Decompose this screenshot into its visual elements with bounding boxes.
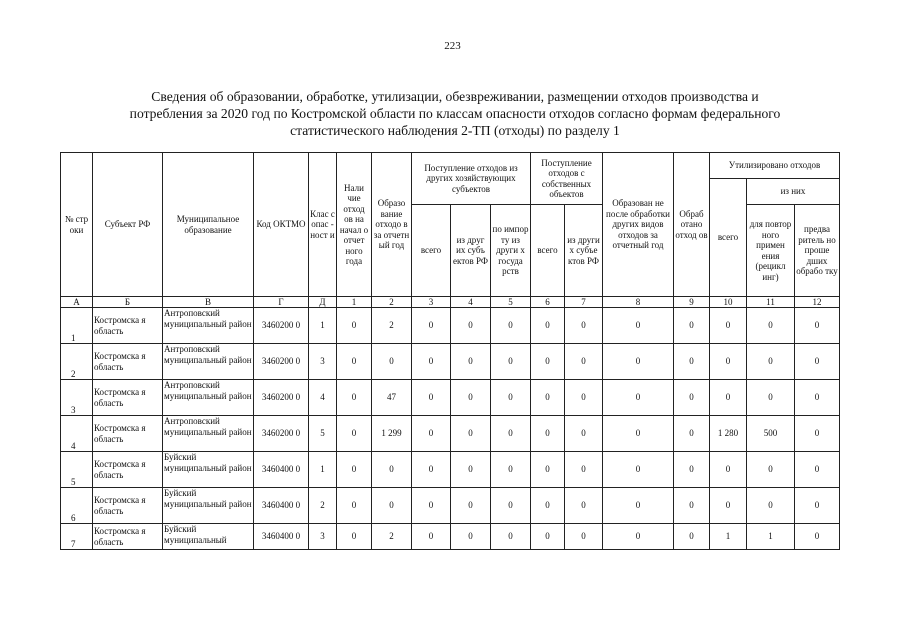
column-code: 8 [603, 297, 674, 308]
column-code: 7 [565, 297, 603, 308]
header-received-own-rf: из други х субъе ктов РФ [565, 205, 603, 297]
start-balance-cell: 0 [337, 488, 372, 524]
generated-after-processing-cell: 0 [603, 524, 674, 550]
subject-cell: Костромска я область [93, 380, 163, 416]
column-code: Д [309, 297, 337, 308]
municipality-cell: Буйский муниципальный район [163, 452, 254, 488]
header-received-other-total: всего [412, 205, 451, 297]
header-utilized: Утилизировано отходов [710, 153, 840, 179]
header-municipality: Муниципальное образование [163, 153, 254, 297]
received-own-rf-cell: 0 [565, 524, 603, 550]
column-code: А [61, 297, 93, 308]
received-other-import-cell: 0 [491, 416, 531, 452]
received-own-rf-cell: 0 [565, 308, 603, 344]
header-generated-after-processing: Образован не после обработки других видов отходов за отчетный год [603, 153, 674, 297]
header-subject: Субъект РФ [93, 153, 163, 297]
column-code: 6 [531, 297, 565, 308]
column-code: 3 [412, 297, 451, 308]
header-utilized-of-them: из них [747, 179, 840, 205]
received-other-rf-cell: 0 [451, 452, 491, 488]
header-hazard-class: Клас с опас - ност и [309, 153, 337, 297]
generated-cell: 0 [372, 488, 412, 524]
oktmo-cell: 3460400 0 [254, 488, 309, 524]
processed-cell: 0 [674, 488, 710, 524]
utilized-preprocess-cell: 0 [795, 308, 840, 344]
processed-cell: 0 [674, 524, 710, 550]
received-other-import-cell: 0 [491, 308, 531, 344]
generated-cell: 2 [372, 524, 412, 550]
subject-cell: Костромска я область [93, 524, 163, 550]
header-utilized-preprocess: предва ритель но проше дших обрабо тку [795, 205, 840, 297]
header-generated: Образо вание отходо в за отчетн ый год [372, 153, 412, 297]
generated-after-processing-cell: 0 [603, 308, 674, 344]
oktmo-cell: 3460200 0 [254, 380, 309, 416]
hazard-class-cell: 3 [309, 344, 337, 380]
utilized-reuse-cell: 0 [747, 488, 795, 524]
received-own-total-cell: 0 [531, 488, 565, 524]
subject-cell: Костромска я область [93, 344, 163, 380]
received-other-rf-cell: 0 [451, 524, 491, 550]
municipality-cell: Антроповский муниципальный район [163, 308, 254, 344]
title-line: Сведения об образовании, обработке, утилизации, обезвреживании, размещении отходов производства и [151, 89, 759, 104]
received-other-import-cell: 0 [491, 344, 531, 380]
column-code: 9 [674, 297, 710, 308]
oktmo-cell: 3460200 0 [254, 308, 309, 344]
header-received-own-total: всего [531, 205, 565, 297]
processed-cell: 0 [674, 308, 710, 344]
subject-cell: Костромска я область [93, 488, 163, 524]
received-other-total-cell: 0 [412, 488, 451, 524]
hazard-class-cell: 5 [309, 416, 337, 452]
subject-cell: Костромска я область [93, 308, 163, 344]
header-received-own: Поступление отходов с собственных объектов [531, 153, 603, 205]
processed-cell: 0 [674, 344, 710, 380]
received-own-total-cell: 0 [531, 344, 565, 380]
processed-cell: 0 [674, 380, 710, 416]
received-own-rf-cell: 0 [565, 488, 603, 524]
generated-after-processing-cell: 0 [603, 380, 674, 416]
waste-statistics-table [60, 152, 840, 550]
row-number-cell: 3 [61, 380, 93, 416]
hazard-class-cell: 1 [309, 452, 337, 488]
title-line: статистического наблюдения 2-ТП (отходы) по разделу 1 [290, 123, 620, 138]
row-number-cell: 6 [61, 488, 93, 524]
header-utilized-total: всего [710, 179, 747, 297]
received-other-import-cell: 0 [491, 488, 531, 524]
table-row [61, 380, 840, 416]
received-own-total-cell: 0 [531, 524, 565, 550]
received-other-total-cell: 0 [412, 524, 451, 550]
start-balance-cell: 0 [337, 344, 372, 380]
header-processed: Обраб отано отход ов [674, 153, 710, 297]
generated-cell: 0 [372, 344, 412, 380]
row-number-cell: 1 [61, 308, 93, 344]
processed-cell: 0 [674, 416, 710, 452]
utilized-preprocess-cell: 0 [795, 380, 840, 416]
generated-after-processing-cell: 0 [603, 344, 674, 380]
column-code: 10 [710, 297, 747, 308]
received-own-total-cell: 0 [531, 452, 565, 488]
received-own-rf-cell: 0 [565, 416, 603, 452]
utilized-total-cell: 0 [710, 380, 747, 416]
utilized-reuse-cell: 0 [747, 452, 795, 488]
received-other-import-cell: 0 [491, 380, 531, 416]
received-other-total-cell: 0 [412, 416, 451, 452]
column-code: Б [93, 297, 163, 308]
subject-cell: Костромска я область [93, 452, 163, 488]
generated-cell: 0 [372, 452, 412, 488]
utilized-reuse-cell: 0 [747, 380, 795, 416]
utilized-reuse-cell: 1 [747, 524, 795, 550]
generated-cell: 1 299 [372, 416, 412, 452]
received-own-total-cell: 0 [531, 416, 565, 452]
table-row [61, 488, 840, 524]
hazard-class-cell: 4 [309, 380, 337, 416]
table-row [61, 524, 840, 550]
municipality-cell: Антроповский муниципальный район [163, 380, 254, 416]
utilized-total-cell: 0 [710, 308, 747, 344]
utilized-total-cell: 0 [710, 488, 747, 524]
hazard-class-cell: 1 [309, 308, 337, 344]
column-code: 1 [337, 297, 372, 308]
column-code: 4 [451, 297, 491, 308]
utilized-total-cell: 0 [710, 344, 747, 380]
table-row [61, 308, 840, 344]
generated-after-processing-cell: 0 [603, 416, 674, 452]
page-title [105, 88, 805, 139]
start-balance-cell: 0 [337, 380, 372, 416]
received-other-total-cell: 0 [412, 380, 451, 416]
generated-cell: 47 [372, 380, 412, 416]
municipality-cell: Буйский муниципальный район [163, 488, 254, 524]
utilized-preprocess-cell: 0 [795, 416, 840, 452]
received-other-import-cell: 0 [491, 524, 531, 550]
header-start-balance: Нали чие отход ов на начал о отчет ного года [337, 153, 372, 297]
subject-cell: Костромска я область [93, 416, 163, 452]
generated-cell: 2 [372, 308, 412, 344]
oktmo-cell: 3460200 0 [254, 416, 309, 452]
oktmo-cell: 3460400 0 [254, 524, 309, 550]
generated-after-processing-cell: 0 [603, 488, 674, 524]
municipality-cell: Антроповский муниципальный район [163, 344, 254, 380]
oktmo-cell: 3460400 0 [254, 452, 309, 488]
municipality-cell: Буйский муниципальный [163, 524, 254, 550]
column-code: 2 [372, 297, 412, 308]
utilized-total-cell: 1 280 [710, 416, 747, 452]
header-row-number: № стр оки [61, 153, 93, 297]
header-received-other-rf: из друг их субъ ектов РФ [451, 205, 491, 297]
row-number-cell: 4 [61, 416, 93, 452]
received-other-rf-cell: 0 [451, 380, 491, 416]
received-other-rf-cell: 0 [451, 488, 491, 524]
hazard-class-cell: 2 [309, 488, 337, 524]
row-number-cell: 2 [61, 344, 93, 380]
column-code: В [163, 297, 254, 308]
received-other-total-cell: 0 [412, 308, 451, 344]
utilized-total-cell: 0 [710, 452, 747, 488]
municipality-cell: Антроповский муниципальный район [163, 416, 254, 452]
column-code: 12 [795, 297, 840, 308]
received-own-total-cell: 0 [531, 308, 565, 344]
received-other-rf-cell: 0 [451, 308, 491, 344]
utilized-reuse-cell: 0 [747, 308, 795, 344]
start-balance-cell: 0 [337, 416, 372, 452]
received-other-rf-cell: 0 [451, 344, 491, 380]
row-number-cell: 7 [61, 524, 93, 550]
row-number-cell: 5 [61, 452, 93, 488]
start-balance-cell: 0 [337, 452, 372, 488]
start-balance-cell: 0 [337, 308, 372, 344]
hazard-class-cell: 3 [309, 524, 337, 550]
column-code: Г [254, 297, 309, 308]
received-own-rf-cell: 0 [565, 452, 603, 488]
utilized-preprocess-cell: 0 [795, 488, 840, 524]
received-own-total-cell: 0 [531, 380, 565, 416]
column-code: 11 [747, 297, 795, 308]
received-own-rf-cell: 0 [565, 344, 603, 380]
received-other-total-cell: 0 [412, 344, 451, 380]
utilized-preprocess-cell: 0 [795, 524, 840, 550]
column-code-row [61, 297, 840, 308]
table-row [61, 452, 840, 488]
table-row [61, 344, 840, 380]
header-received-other-import: по импор ту из други х госуда рств [491, 205, 531, 297]
start-balance-cell: 0 [337, 524, 372, 550]
column-code: 5 [491, 297, 531, 308]
header-utilized-reuse: для повтор ного примен ения (рецикл инг) [747, 205, 795, 297]
table-row [61, 416, 840, 452]
utilized-preprocess-cell: 0 [795, 452, 840, 488]
oktmo-cell: 3460200 0 [254, 344, 309, 380]
processed-cell: 0 [674, 452, 710, 488]
received-other-rf-cell: 0 [451, 416, 491, 452]
utilized-preprocess-cell: 0 [795, 344, 840, 380]
generated-after-processing-cell: 0 [603, 452, 674, 488]
page-number: 223 [444, 40, 461, 52]
utilized-reuse-cell: 0 [747, 344, 795, 380]
received-other-import-cell: 0 [491, 452, 531, 488]
received-own-rf-cell: 0 [565, 380, 603, 416]
utilized-reuse-cell: 500 [747, 416, 795, 452]
received-other-total-cell: 0 [412, 452, 451, 488]
utilized-total-cell: 1 [710, 524, 747, 550]
title-line: потребления за 2020 год по Костромской области по классам опасности отходов согласно формам федерального [129, 106, 781, 121]
header-oktmo: Код ОКТМО [254, 153, 309, 297]
header-received-other: Поступление отходов из других хозяйствующих субъектов [412, 153, 531, 205]
